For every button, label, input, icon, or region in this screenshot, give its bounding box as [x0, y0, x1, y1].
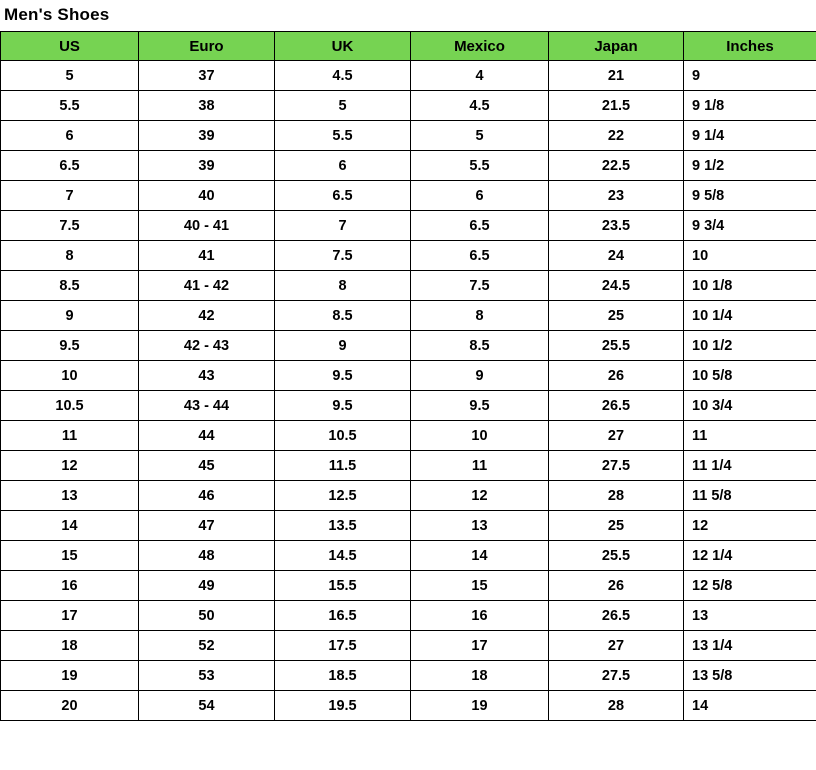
cell-japan: 23	[549, 181, 684, 211]
cell-us: 14	[1, 511, 139, 541]
cell-japan: 21	[549, 61, 684, 91]
cell-mexico: 4.5	[411, 91, 549, 121]
cell-mexico: 10	[411, 421, 549, 451]
cell-japan: 26.5	[549, 601, 684, 631]
cell-us: 10.5	[1, 391, 139, 421]
table-row	[1, 181, 816, 211]
cell-euro: 39	[139, 151, 275, 181]
table-row	[1, 271, 816, 301]
cell-uk: 19.5	[275, 691, 411, 721]
cell-euro: 43 - 44	[139, 391, 275, 421]
table-row	[1, 301, 816, 331]
cell-inches: 12 1/4	[684, 541, 816, 571]
table-row	[1, 691, 816, 721]
cell-uk: 7.5	[275, 241, 411, 271]
table-row	[1, 481, 816, 511]
cell-japan: 24.5	[549, 271, 684, 301]
cell-japan: 27.5	[549, 451, 684, 481]
cell-mexico: 6.5	[411, 211, 549, 241]
cell-euro: 54	[139, 691, 275, 721]
cell-uk: 9.5	[275, 361, 411, 391]
cell-uk: 8.5	[275, 301, 411, 331]
column-header-uk: UK	[275, 32, 411, 61]
cell-japan: 26	[549, 361, 684, 391]
cell-mexico: 8.5	[411, 331, 549, 361]
cell-uk: 5.5	[275, 121, 411, 151]
cell-uk: 16.5	[275, 601, 411, 631]
cell-inches: 11 1/4	[684, 451, 816, 481]
cell-us: 20	[1, 691, 139, 721]
cell-us: 6.5	[1, 151, 139, 181]
table-row	[1, 391, 816, 421]
cell-euro: 40 - 41	[139, 211, 275, 241]
cell-euro: 40	[139, 181, 275, 211]
cell-mexico: 6.5	[411, 241, 549, 271]
cell-euro: 43	[139, 361, 275, 391]
cell-us: 8	[1, 241, 139, 271]
cell-us: 9	[1, 301, 139, 331]
cell-inches: 11	[684, 421, 816, 451]
cell-japan: 25.5	[549, 541, 684, 571]
cell-euro: 45	[139, 451, 275, 481]
cell-inches: 9 1/8	[684, 91, 816, 121]
cell-mexico: 4	[411, 61, 549, 91]
cell-uk: 14.5	[275, 541, 411, 571]
cell-mexico: 18	[411, 661, 549, 691]
table-row	[1, 121, 816, 151]
cell-inches: 12	[684, 511, 816, 541]
cell-us: 13	[1, 481, 139, 511]
cell-uk: 6.5	[275, 181, 411, 211]
cell-us: 7	[1, 181, 139, 211]
cell-us: 10	[1, 361, 139, 391]
cell-us: 5	[1, 61, 139, 91]
cell-inches: 9 5/8	[684, 181, 816, 211]
cell-inches: 10 1/4	[684, 301, 816, 331]
column-header-euro: Euro	[139, 32, 275, 61]
cell-japan: 27	[549, 631, 684, 661]
cell-us: 11	[1, 421, 139, 451]
cell-mexico: 15	[411, 571, 549, 601]
cell-mexico: 17	[411, 631, 549, 661]
cell-uk: 9	[275, 331, 411, 361]
cell-euro: 39	[139, 121, 275, 151]
cell-uk: 13.5	[275, 511, 411, 541]
cell-us: 19	[1, 661, 139, 691]
cell-mexico: 7.5	[411, 271, 549, 301]
cell-mexico: 8	[411, 301, 549, 331]
cell-mexico: 12	[411, 481, 549, 511]
cell-inches: 10 3/4	[684, 391, 816, 421]
table-row	[1, 571, 816, 601]
table-row	[1, 421, 816, 451]
cell-japan: 27.5	[549, 661, 684, 691]
cell-us: 18	[1, 631, 139, 661]
cell-euro: 53	[139, 661, 275, 691]
cell-inches: 11 5/8	[684, 481, 816, 511]
cell-mexico: 5	[411, 121, 549, 151]
cell-inches: 10 1/8	[684, 271, 816, 301]
cell-uk: 8	[275, 271, 411, 301]
cell-japan: 28	[549, 481, 684, 511]
cell-euro: 47	[139, 511, 275, 541]
table-row	[1, 361, 816, 391]
cell-japan: 24	[549, 241, 684, 271]
cell-euro: 37	[139, 61, 275, 91]
cell-euro: 50	[139, 601, 275, 631]
table-row	[1, 61, 816, 91]
shoe-size-table	[0, 31, 816, 721]
cell-uk: 12.5	[275, 481, 411, 511]
column-header-mexico: Mexico	[411, 32, 549, 61]
table-row	[1, 91, 816, 121]
column-header-japan: Japan	[549, 32, 684, 61]
cell-euro: 44	[139, 421, 275, 451]
cell-euro: 41	[139, 241, 275, 271]
table-row	[1, 661, 816, 691]
cell-us: 12	[1, 451, 139, 481]
cell-inches: 10	[684, 241, 816, 271]
cell-euro: 48	[139, 541, 275, 571]
cell-us: 7.5	[1, 211, 139, 241]
cell-us: 5.5	[1, 91, 139, 121]
cell-mexico: 6	[411, 181, 549, 211]
table-body	[1, 61, 816, 721]
table-row	[1, 541, 816, 571]
cell-uk: 4.5	[275, 61, 411, 91]
cell-uk: 18.5	[275, 661, 411, 691]
cell-mexico: 13	[411, 511, 549, 541]
cell-inches: 9 1/4	[684, 121, 816, 151]
table-row	[1, 451, 816, 481]
table-header-row	[1, 32, 816, 61]
cell-us: 8.5	[1, 271, 139, 301]
cell-japan: 25	[549, 301, 684, 331]
cell-japan: 21.5	[549, 91, 684, 121]
cell-euro: 42 - 43	[139, 331, 275, 361]
cell-japan: 25.5	[549, 331, 684, 361]
cell-mexico: 14	[411, 541, 549, 571]
cell-mexico: 9	[411, 361, 549, 391]
table-row	[1, 511, 816, 541]
cell-uk: 6	[275, 151, 411, 181]
cell-inches: 9 1/2	[684, 151, 816, 181]
cell-us: 6	[1, 121, 139, 151]
table-row	[1, 241, 816, 271]
cell-uk: 5	[275, 91, 411, 121]
cell-inches: 13	[684, 601, 816, 631]
cell-japan: 26.5	[549, 391, 684, 421]
cell-inches: 14	[684, 691, 816, 721]
cell-us: 15	[1, 541, 139, 571]
cell-japan: 27	[549, 421, 684, 451]
cell-uk: 7	[275, 211, 411, 241]
cell-euro: 49	[139, 571, 275, 601]
cell-japan: 26	[549, 571, 684, 601]
cell-uk: 10.5	[275, 421, 411, 451]
cell-inches: 12 5/8	[684, 571, 816, 601]
cell-uk: 17.5	[275, 631, 411, 661]
cell-mexico: 5.5	[411, 151, 549, 181]
cell-mexico: 19	[411, 691, 549, 721]
cell-euro: 42	[139, 301, 275, 331]
cell-us: 9.5	[1, 331, 139, 361]
cell-inches: 9 3/4	[684, 211, 816, 241]
cell-uk: 11.5	[275, 451, 411, 481]
table-row	[1, 331, 816, 361]
cell-inches: 9	[684, 61, 816, 91]
cell-inches: 13 5/8	[684, 661, 816, 691]
cell-euro: 41 - 42	[139, 271, 275, 301]
cell-us: 17	[1, 601, 139, 631]
cell-mexico: 16	[411, 601, 549, 631]
cell-japan: 28	[549, 691, 684, 721]
cell-japan: 22.5	[549, 151, 684, 181]
page-title: Men's Shoes	[4, 5, 110, 24]
cell-inches: 10 1/2	[684, 331, 816, 361]
table-row	[1, 211, 816, 241]
cell-euro: 52	[139, 631, 275, 661]
cell-mexico: 11	[411, 451, 549, 481]
cell-uk: 9.5	[275, 391, 411, 421]
cell-us: 16	[1, 571, 139, 601]
table-row	[1, 601, 816, 631]
cell-uk: 15.5	[275, 571, 411, 601]
table-header	[1, 32, 816, 61]
cell-euro: 38	[139, 91, 275, 121]
cell-mexico: 9.5	[411, 391, 549, 421]
cell-euro: 46	[139, 481, 275, 511]
cell-inches: 13 1/4	[684, 631, 816, 661]
column-header-us: US	[1, 32, 139, 61]
table-row	[1, 151, 816, 181]
cell-japan: 25	[549, 511, 684, 541]
cell-japan: 22	[549, 121, 684, 151]
table-row	[1, 631, 816, 661]
cell-inches: 10 5/8	[684, 361, 816, 391]
column-header-inches: Inches	[684, 32, 816, 61]
cell-japan: 23.5	[549, 211, 684, 241]
